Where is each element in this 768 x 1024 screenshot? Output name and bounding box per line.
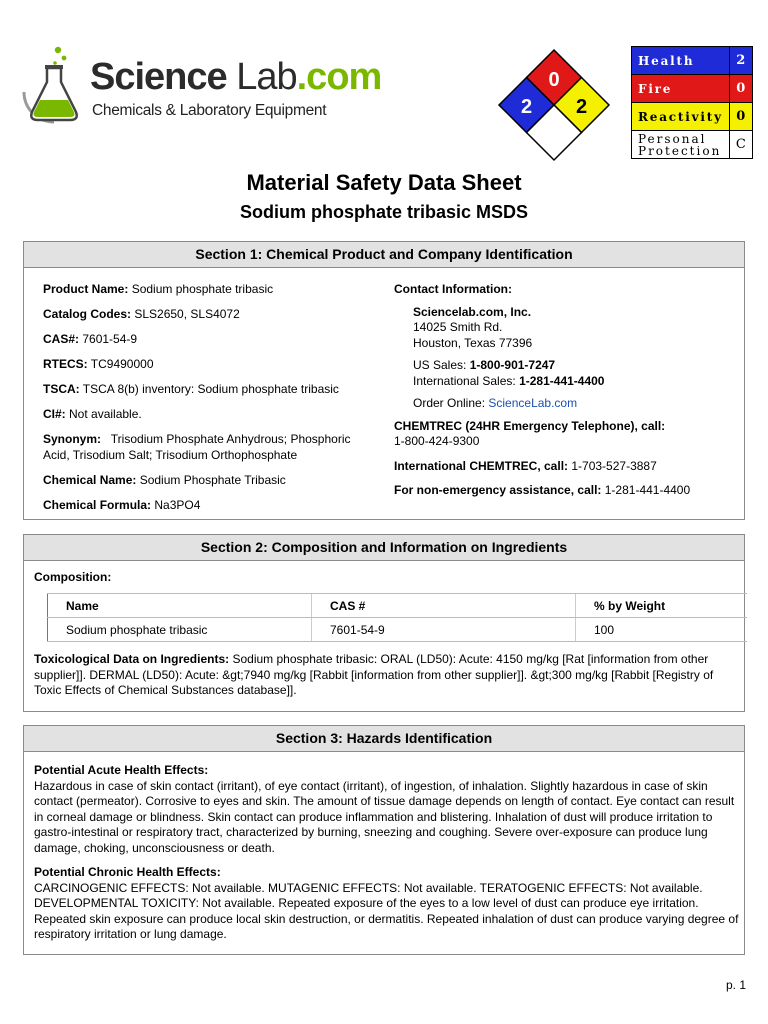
hmis-ppe-value: C — [729, 131, 752, 159]
logo-lab-text: Lab — [226, 56, 297, 98]
rtecs-row — [43, 357, 373, 373]
nfpa-diamond — [497, 48, 611, 162]
chemical-name-label: Chemical Name: — [43, 472, 137, 487]
tox-data-text: Sodium phosphate tribasic: ORAL (LD50): Acute: 4150 mg/kg [Rat [information from other supplier]]. DERMAL (LD50): Acute: &gt;7940 mg/kg [Rabbit [information from other supplier]]. &gt;300 mg/kg [Rabbit [Registry of Toxic Effects of Chemical Substances database]]. — [34, 652, 714, 697]
document-subtitle: Sodium phosphate tribasic MSDS — [239, 202, 529, 222]
logo-science-text: Science — [90, 56, 227, 98]
hmis-ppe-row — [632, 131, 753, 159]
contact-information — [394, 282, 734, 499]
chemtrec-label: CHEMTREC (24HR Emergency Telephone), call: — [394, 418, 666, 433]
col-header-cas: CAS # — [330, 598, 366, 613]
acute-effects-label: Potential Acute Health Effects: — [34, 763, 209, 777]
hmis-ppe-label-line1: Personal — [638, 131, 707, 146]
sciencelab-link[interactable]: ScienceLab.com — [488, 396, 578, 410]
flask-icon — [18, 46, 88, 128]
us-sales-phone: 1-800-901-7247 — [469, 358, 556, 372]
synonym-label: Synonym: — [43, 432, 102, 446]
intl-sales-phone: 1-281-441-4400 — [519, 373, 605, 388]
col-header-name: Name — [66, 598, 99, 613]
intl-chemtrec-phone: 1-703-527-3887 — [568, 458, 657, 473]
company-name: Sciencelab.com, Inc. — [413, 304, 532, 319]
section-3-heading: Section 3: Hazards Identification — [24, 726, 744, 752]
hmis-reactivity-label: Reactivity — [632, 103, 730, 131]
catalog-codes-label: Catalog Codes: — [43, 307, 132, 321]
ci-label: CI#: — [43, 407, 66, 421]
tsca-label: TSCA: — [43, 382, 80, 396]
composition-table — [47, 593, 747, 642]
cell-ingredient-cas: 7601-54-9 — [312, 618, 576, 642]
address-line-1: 14025 Smith Rd. — [413, 320, 503, 334]
order-online-label: Order Online: — [413, 396, 489, 410]
synonym-value: Trisodium Phosphate Anhydrous; Phosphoric Acid, Trisodium Salt; Trisodium Orthophosphate — [43, 432, 354, 462]
product-name-value: Sodium phosphate tribasic — [128, 282, 274, 296]
hmis-reactivity-row — [632, 103, 753, 131]
section-1-heading: Section 1: Chemical Product and Company Identification — [24, 242, 744, 268]
tsca-value: TSCA 8(b) inventory: Sodium phosphate tribasic — [79, 382, 339, 396]
acute-effects-text: Hazardous in case of skin contact (irritant), of eye contact (irritant), of ingestion, of inhalation. Slightly hazardous in case of skin contact (permeator). Corrosive to eyes and skin. The amount of tissue damage depends on length of contact. Eye contact can result in corneal damage or blindness. Skin contact can produce inflammation and blistering. Inhalation of dust will produce irritation to gastro-intestinal or respiratory tract, characterized by burning, sneezing and coughing. Severe over-exposure can produce lung damage, choking, unconsciousness or death. — [34, 778, 735, 855]
sciencelab-logo — [18, 46, 382, 126]
catalog-codes-row — [43, 307, 373, 323]
us-sales-label: US Sales: — [413, 358, 470, 372]
logo-dotcom-text: .com — [296, 56, 382, 98]
cas-row — [43, 332, 373, 348]
non-emergency-label: For non-emergency assistance, call: — [394, 483, 602, 497]
logo-tagline: Chemicals & Laboratory Equipment — [92, 102, 327, 119]
hmis-fire-label: Fire — [632, 75, 730, 103]
hmis-health-label: Health — [632, 47, 730, 75]
hmis-health-value: 2 — [729, 47, 752, 75]
chronic-effects-label: Potential Chronic Health Effects: — [34, 865, 221, 879]
cas-label: CAS#: — [43, 332, 80, 346]
intl-chemtrec-label: International CHEMTREC, call: — [394, 458, 569, 473]
chemical-formula-label: Chemical Formula: — [43, 497, 152, 512]
chemical-formula-row — [43, 498, 373, 514]
contact-info-label: Contact Information: — [394, 282, 512, 296]
chemical-name-row — [43, 473, 373, 489]
tox-data-label: Toxicological Data on Ingredients: — [34, 652, 230, 666]
nfpa-reactivity-value: 2 — [575, 96, 588, 118]
page-number: p. 1 — [725, 978, 746, 992]
product-details — [43, 282, 373, 523]
document-title: Material Safety Data Sheet — [246, 170, 522, 195]
hmis-rating-table — [631, 46, 753, 159]
product-name-label: Product Name: — [43, 282, 129, 296]
address-line-2: Houston, Texas 77396 — [413, 335, 533, 350]
hmis-reactivity-value: 0 — [729, 103, 752, 131]
hazards-body — [34, 763, 739, 943]
non-emergency-phone: 1-281-441-4400 — [601, 483, 691, 497]
rtecs-value: TC9490000 — [87, 357, 154, 371]
section-1-identification — [23, 241, 745, 520]
cell-ingredient-name: Sodium phosphate tribasic — [48, 618, 312, 642]
ci-row — [43, 407, 373, 423]
chemical-name-value: Sodium Phosphate Tribasic — [136, 472, 286, 487]
composition-table-header — [48, 594, 748, 618]
cell-ingredient-weight: 100 — [576, 618, 748, 642]
nfpa-health-value: 2 — [520, 96, 533, 118]
product-name-row — [43, 282, 373, 298]
hmis-ppe-label — [632, 131, 730, 159]
section-3-hazards — [23, 725, 745, 955]
nfpa-fire-value: 0 — [548, 69, 560, 91]
chemical-formula-value: Na3PO4 — [151, 497, 201, 512]
chronic-effects-text: CARCINOGENIC EFFECTS: Not available. MUTAGENIC EFFECTS: Not available. TERATOGENIC EFFECTS: Not available. DEVELOPMENTAL TOXICITY: Not available. Repeated exposure of the eyes to a low level of dust can produce eye irritation. Repeated skin exposure can produce local skin destruction, or dermatitis. Repeated inhalation of dust can produce varying degree of respiratory irritation or lung damage. — [34, 880, 739, 941]
hmis-fire-value: 0 — [729, 75, 752, 103]
section-2-heading: Section 2: Composition and Information on Ingredients — [24, 535, 744, 561]
hmis-fire-row — [632, 75, 753, 103]
composition-label: Composition: — [34, 570, 112, 584]
toxicological-data — [34, 652, 734, 699]
company-address — [394, 305, 734, 412]
col-header-weight: % by Weight — [594, 598, 666, 613]
chemtrec-phone: 1-800-424-9300 — [394, 434, 480, 448]
intl-sales-label: International Sales: — [413, 373, 520, 388]
catalog-codes-value: SLS2650, SLS4072 — [131, 307, 240, 321]
table-row — [48, 618, 748, 642]
ci-value: Not available. — [65, 407, 142, 421]
synonym-row — [43, 432, 373, 463]
cas-value: 7601-54-9 — [79, 332, 138, 346]
section-2-composition — [23, 534, 745, 712]
rtecs-label: RTECS: — [43, 357, 88, 371]
hmis-health-row — [632, 47, 753, 75]
hmis-ppe-label-line2: Protection — [638, 143, 722, 158]
tsca-row — [43, 382, 373, 398]
